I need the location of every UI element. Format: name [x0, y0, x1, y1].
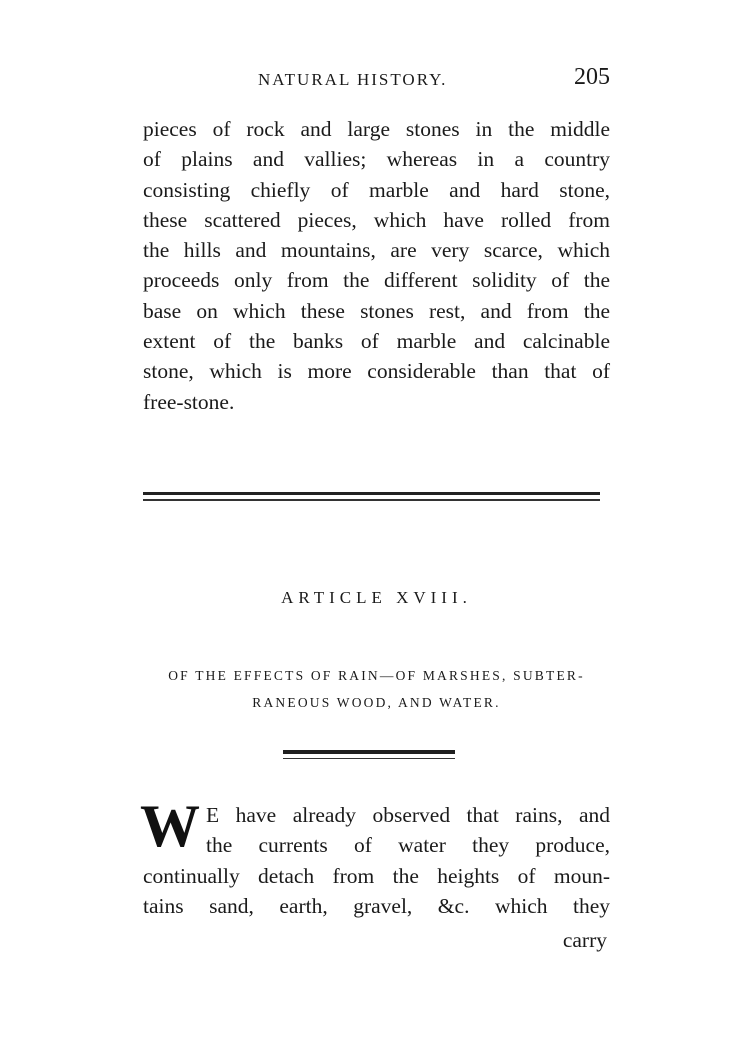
article-title-line: RANEOUS WOOD, AND WATER.	[252, 695, 501, 710]
running-title: NATURAL HISTORY.	[258, 70, 448, 89]
text-line: free-stone.	[143, 389, 235, 414]
page-number: 205	[574, 64, 610, 90]
text-line: consisting chiefly of marble and hard stone,	[143, 177, 610, 202]
text-line: these scattered pieces, which have rolled from	[143, 207, 610, 232]
text-line: base on which these stones rest, and from the	[143, 298, 610, 323]
text-line: pieces of rock and large stones in the middle	[143, 117, 610, 141]
text-line: tains sand, earth, gravel, &c. which they	[143, 893, 610, 918]
paragraph-opening	[143, 800, 610, 921]
text-line: stone, which is more considerable than that of	[143, 359, 610, 384]
text-line: the currents of water they produce,	[206, 833, 610, 858]
running-head	[140, 64, 610, 98]
article-title-line: OF THE EFFECTS OF RAIN—OF MARSHES, SUBTER-	[168, 668, 585, 683]
text-line: of plains and vallies; whereas in a country	[143, 147, 610, 172]
drop-cap: W	[140, 793, 200, 859]
text-line: extent of the banks of marble and calcinable	[143, 329, 610, 354]
text-line: the hills and mountains, are very scarce, which	[143, 238, 610, 263]
text-line: proceeds only from the different solidity of the	[143, 268, 610, 293]
catchword: carry	[562, 928, 607, 952]
title-divider	[283, 750, 455, 759]
section-divider	[143, 492, 600, 501]
text-line: continually detach from the heights of moun-	[143, 863, 610, 888]
article-title	[143, 662, 610, 716]
text-line: E have already observed that rains, and	[206, 803, 610, 827]
article-heading: ARTICLE XVIII.	[281, 588, 472, 607]
paragraph-continued	[143, 114, 610, 417]
